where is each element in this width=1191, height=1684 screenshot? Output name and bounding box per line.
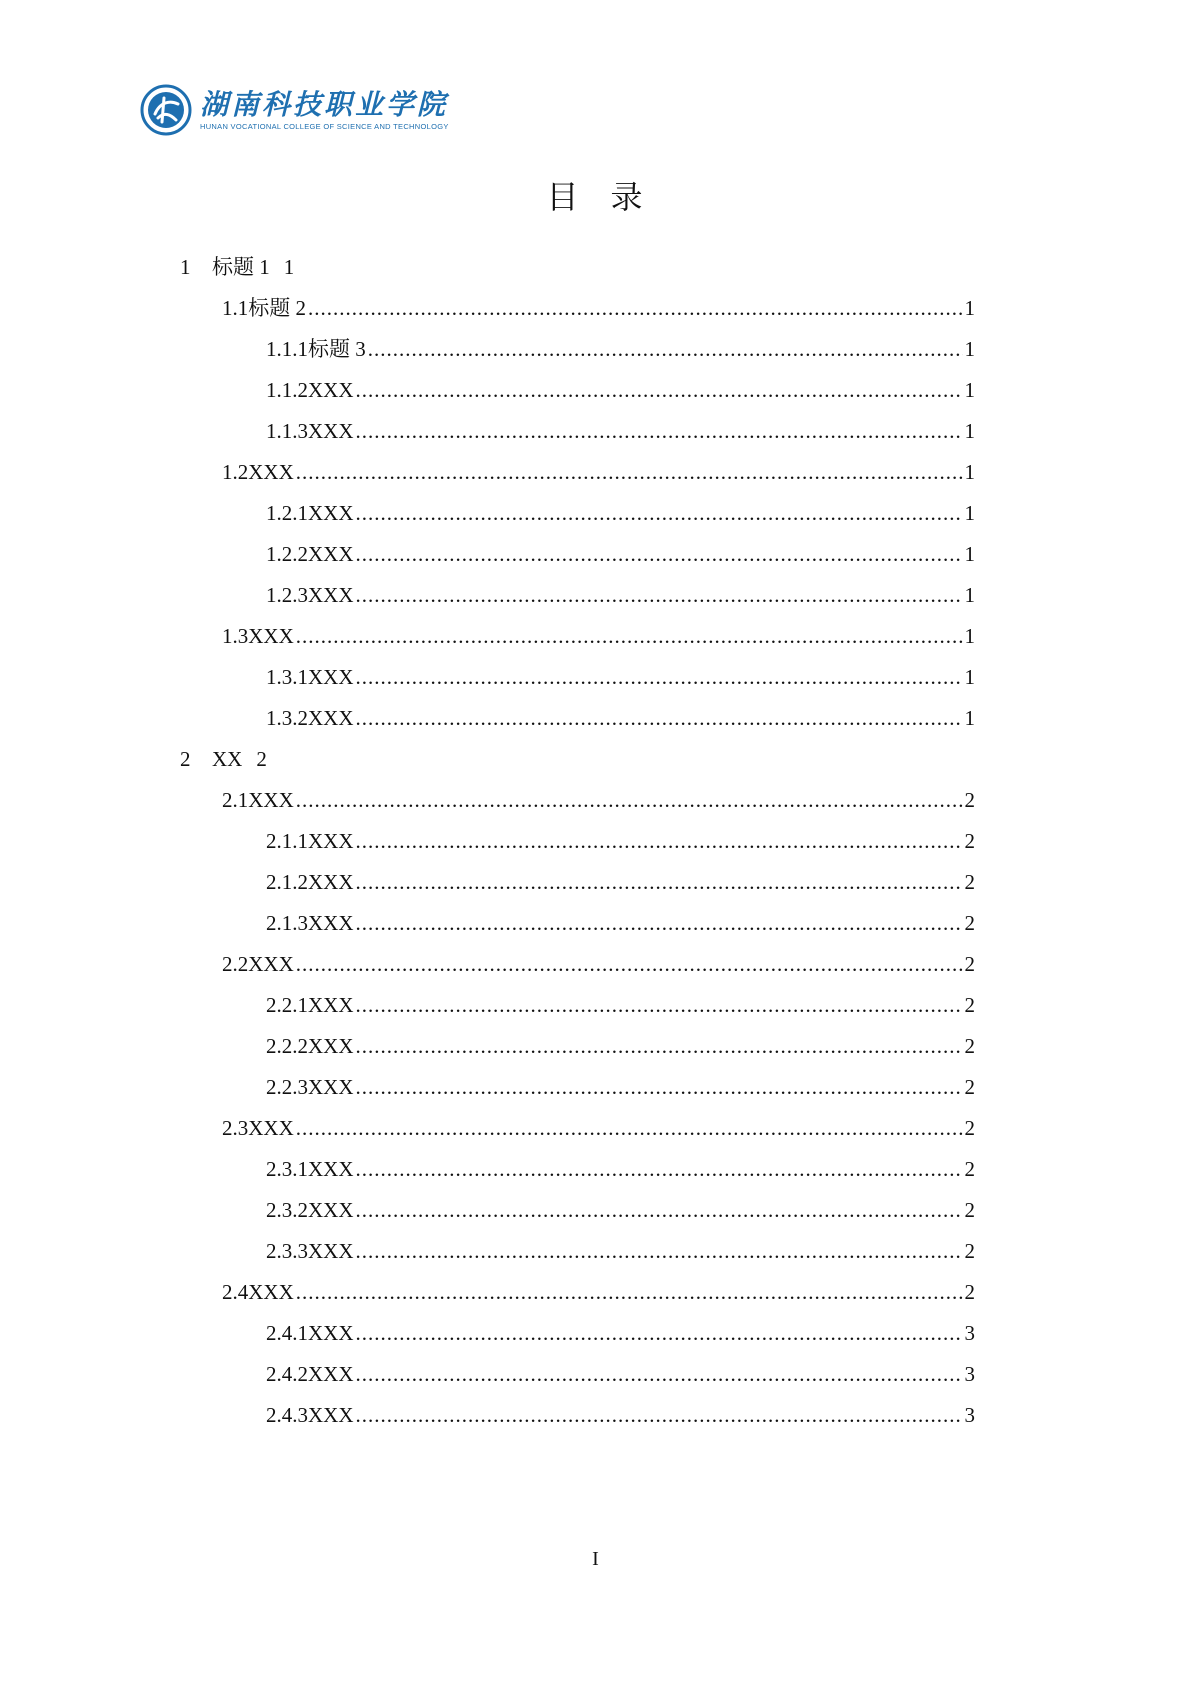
toc-entry[interactable] <box>222 785 975 815</box>
toc-entry-page: 1 <box>964 296 975 320</box>
toc-entry-title: 标题 2 <box>248 296 306 320</box>
toc-entry-page: 2 <box>256 747 267 771</box>
toc-entry-title: XXX <box>308 870 354 894</box>
toc-entry-page: 2 <box>964 993 975 1017</box>
toc-entry[interactable] <box>266 498 975 528</box>
toc-entry[interactable] <box>266 908 975 938</box>
toc-entry-title: 标题 3 <box>308 337 366 361</box>
toc-entry-number: 2.1.2 <box>266 870 308 894</box>
toc-entry-page: 1 <box>964 665 975 689</box>
toc-entry[interactable] <box>266 703 975 733</box>
toc-entry-number: 1.1.3 <box>266 419 308 443</box>
toc-dot-leader <box>356 1072 963 1102</box>
toc-entry-number: 2.4.1 <box>266 1321 308 1345</box>
toc-entry-page: 1 <box>964 706 975 730</box>
toc-entry-title: XXX <box>308 1321 354 1345</box>
toc-entry[interactable] <box>266 539 975 569</box>
toc-entry[interactable] <box>222 949 975 979</box>
toc-dot-leader <box>356 662 963 692</box>
toc-dot-leader <box>356 539 963 569</box>
college-logo <box>140 82 449 138</box>
toc-entry-page: 2 <box>964 829 975 853</box>
toc-entry-number: 1.1.1 <box>266 337 308 361</box>
page-title <box>0 172 1191 218</box>
page-number: I <box>592 1548 599 1570</box>
toc-entry-number: 2.1.3 <box>266 911 308 935</box>
toc-dot-leader <box>356 1154 963 1184</box>
toc-entry-title: XXX <box>308 1198 354 1222</box>
toc-entry-number: 1.2.1 <box>266 501 308 525</box>
toc-entry[interactable] <box>222 621 975 651</box>
toc-entry-page: 2 <box>964 788 975 812</box>
toc-entry[interactable] <box>266 1031 975 1061</box>
toc-entry-page: 1 <box>283 255 295 279</box>
toc-entry[interactable] <box>266 1072 975 1102</box>
title-char-1: 目 <box>546 178 581 216</box>
toc-entry-title: XXX <box>308 1034 354 1058</box>
toc-dot-leader <box>356 990 963 1020</box>
toc-entry-number: 2.4.2 <box>266 1362 308 1386</box>
toc-dot-leader <box>296 1113 963 1143</box>
toc-dot-leader <box>296 1277 963 1307</box>
toc-entry-number: 2.3 <box>222 1116 249 1140</box>
toc-entry-title: XXX <box>308 583 354 607</box>
toc-entry-title: XXX <box>308 1157 354 1181</box>
toc-entry-number: 2.2.1 <box>266 993 308 1017</box>
toc-entry[interactable] <box>266 580 975 610</box>
toc-entry-number: 2.2.3 <box>266 1075 308 1099</box>
toc-dot-leader <box>296 949 963 979</box>
toc-entry-number: 1.3.2 <box>266 706 308 730</box>
toc-entry-number: 2.1.1 <box>266 829 308 853</box>
toc-entry-number: 1.2.3 <box>266 583 308 607</box>
toc-entry-title: XXX <box>248 1116 294 1140</box>
toc-entry-page: 3 <box>964 1321 975 1345</box>
college-emblem-icon <box>140 84 192 136</box>
toc-dot-leader <box>356 1236 963 1266</box>
toc-entry-number: 2.2.2 <box>266 1034 308 1058</box>
toc-entry-title: XXX <box>308 911 354 935</box>
toc-entry-page: 1 <box>964 419 975 443</box>
toc-entry-number: 1.3.1 <box>266 665 308 689</box>
toc-entry-page: 1 <box>964 337 975 361</box>
toc-dot-leader <box>356 703 963 733</box>
toc-dot-leader <box>296 785 963 815</box>
title-char-2: 录 <box>610 178 645 216</box>
toc-entry-title: XXX <box>308 1403 354 1427</box>
toc-entry-number: 2 <box>180 747 191 771</box>
toc-entry-title: XXX <box>248 460 294 484</box>
toc-dot-leader <box>296 621 963 651</box>
toc-entry[interactable] <box>180 252 294 282</box>
toc-entry-number: 1 <box>180 255 191 279</box>
toc-entry-page: 1 <box>964 542 975 566</box>
toc-entry-title: XXX <box>308 542 354 566</box>
toc-entry-number: 2.2 <box>222 952 249 976</box>
toc-entry-title: XXX <box>308 1075 354 1099</box>
toc-dot-leader <box>356 416 963 446</box>
toc-dot-leader <box>356 375 963 405</box>
toc-dot-leader <box>356 908 963 938</box>
toc-entry-page: 2 <box>964 1280 975 1304</box>
toc-entry-number: 2.3.3 <box>266 1239 308 1263</box>
toc-entry-page: 2 <box>964 1239 975 1263</box>
toc-entry[interactable] <box>266 1154 975 1184</box>
toc-entry-title: 标题 1 <box>212 255 270 279</box>
toc-entry-page: 1 <box>964 460 975 484</box>
toc-entry[interactable] <box>266 416 975 446</box>
toc-entry-title: XXX <box>308 378 354 402</box>
toc-entry-number: 2.4.3 <box>266 1403 308 1427</box>
toc-dot-leader <box>296 457 963 487</box>
toc-entry-page: 2 <box>964 1034 975 1058</box>
toc-entry[interactable] <box>266 990 975 1020</box>
toc-dot-leader <box>356 1195 963 1225</box>
toc-entry-number: 2.4 <box>222 1280 249 1304</box>
toc-entry[interactable] <box>266 662 975 692</box>
toc-entry-page: 1 <box>964 378 975 402</box>
toc-entry-page: 3 <box>964 1403 975 1427</box>
toc-dot-leader <box>356 1031 963 1061</box>
toc-dot-leader <box>308 293 963 323</box>
toc-entry[interactable] <box>222 457 975 487</box>
toc-entry[interactable] <box>266 334 975 364</box>
toc-dot-leader <box>368 334 963 364</box>
toc-entry[interactable] <box>266 1318 975 1348</box>
toc-entry[interactable] <box>180 744 267 774</box>
toc-entry[interactable] <box>222 293 975 323</box>
toc-dot-leader <box>356 1318 963 1348</box>
toc-entry-title: XXX <box>308 829 354 853</box>
toc-entry-page: 2 <box>964 1198 975 1222</box>
logo-english-name: HUNAN VOCATIONAL COLLEGE OF SCIENCE AND TECHNOLOGY <box>200 122 449 131</box>
toc-entry-title: XXX <box>248 624 294 648</box>
toc-dot-leader <box>356 1359 963 1389</box>
toc-entry[interactable] <box>222 1277 975 1307</box>
toc-entry-page: 2 <box>964 1116 975 1140</box>
toc-entry[interactable] <box>266 1400 975 1430</box>
toc-entry-number: 1.1 <box>222 296 249 320</box>
toc-entry-title: XXX <box>308 419 354 443</box>
toc-entry-page: 2 <box>964 952 975 976</box>
toc-entry[interactable] <box>266 1236 975 1266</box>
toc-dot-leader <box>356 580 963 610</box>
toc-entry-page: 1 <box>964 583 975 607</box>
toc-entry-title: XXX <box>308 706 354 730</box>
toc-entry[interactable] <box>266 1195 975 1225</box>
toc-entry-title: XXX <box>248 788 294 812</box>
toc-entry-title: XXX <box>308 665 354 689</box>
toc-entry-page: 2 <box>964 870 975 894</box>
toc-entry-title: XXX <box>308 993 354 1017</box>
toc-dot-leader <box>356 867 963 897</box>
toc-entry-number: 1.3 <box>222 624 249 648</box>
toc-entry-title: XX <box>212 747 243 771</box>
toc-entry-title: XXX <box>248 1280 294 1304</box>
toc-entry[interactable] <box>266 826 975 856</box>
toc-entry-title: XXX <box>248 952 294 976</box>
toc-entry-page: 1 <box>964 624 975 648</box>
toc-entry-number: 2.3.1 <box>266 1157 308 1181</box>
toc-dot-leader <box>356 1400 963 1430</box>
toc-entry-title: XXX <box>308 1362 354 1386</box>
toc-entry-title: XXX <box>308 501 354 525</box>
toc-entry[interactable] <box>266 1359 975 1389</box>
toc-entry-title: XXX <box>308 1239 354 1263</box>
toc-entry-page: 2 <box>964 911 975 935</box>
toc-entry[interactable] <box>266 867 975 897</box>
toc-dot-leader <box>356 826 963 856</box>
logo-chinese-name: 湖南科技职业学院 <box>200 88 449 121</box>
toc-entry-number: 1.1.2 <box>266 378 308 402</box>
toc-entry-number: 1.2 <box>222 460 249 484</box>
toc-entry-number: 2.1 <box>222 788 249 812</box>
toc-entry[interactable] <box>266 375 975 405</box>
toc-entry-page: 2 <box>964 1157 975 1181</box>
toc-entry-page: 1 <box>964 501 975 525</box>
toc-entry-number: 2.3.2 <box>266 1198 308 1222</box>
toc-entry-number: 1.2.2 <box>266 542 308 566</box>
toc-entry-page: 3 <box>964 1362 975 1386</box>
toc-dot-leader <box>356 498 963 528</box>
toc-entry-page: 2 <box>964 1075 975 1099</box>
toc-entry[interactable] <box>222 1113 975 1143</box>
